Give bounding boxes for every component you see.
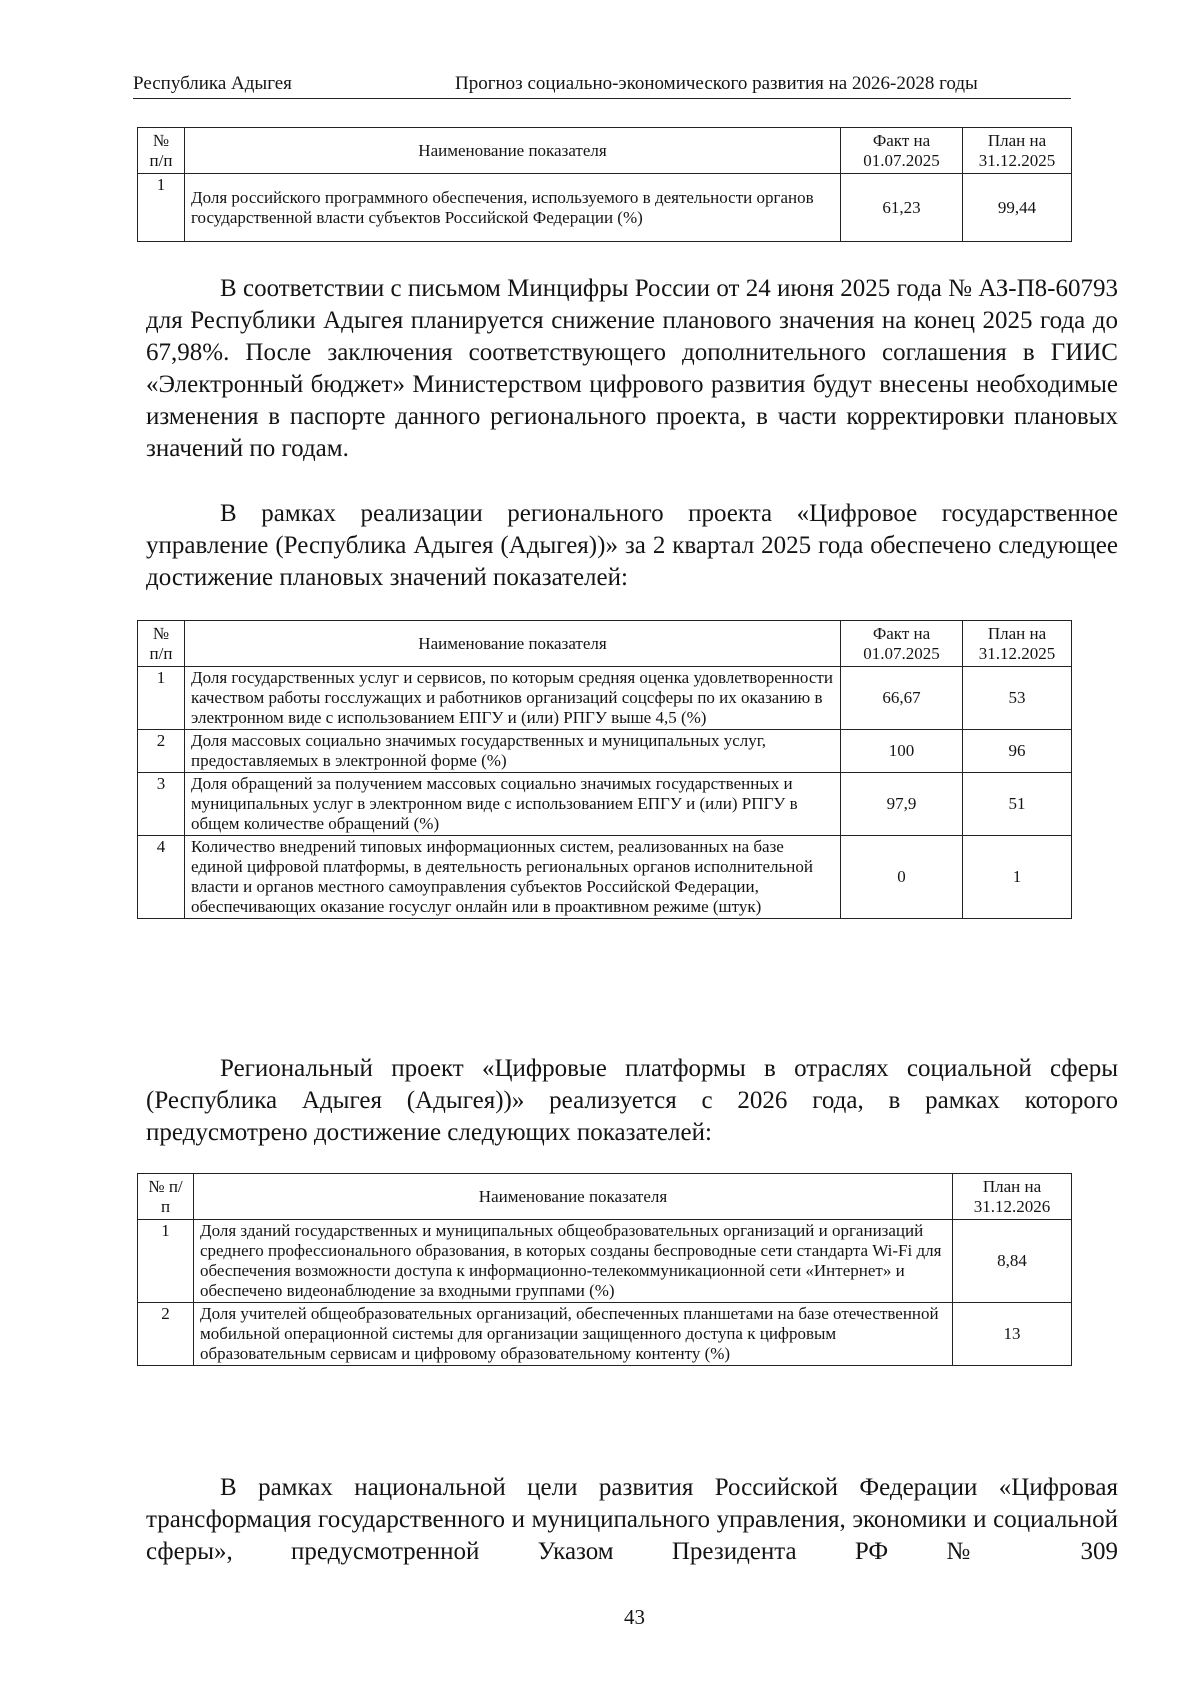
table-header-row xyxy=(138,1174,1072,1220)
row-num: 1 xyxy=(138,174,185,242)
row-name: Доля зданий государственных и муниципальных общеобразовательных организаций и организаций среднего профессионального образования, в которых созданы беспроводные сети стандарта Wi-Fi для обеспечения возможности доступа к информационно-телекоммуникационной сети «Интернет» и обеспечено видеонаблюдение за входными группами (%) xyxy=(194,1220,953,1303)
row-num: 2 xyxy=(138,1303,194,1366)
table-row xyxy=(138,174,1072,242)
row-fact: 61,23 xyxy=(841,174,963,242)
row-name: Доля российского программного обеспечения, используемого в деятельности органов государственной власти субъектов Российской Федерации (%) xyxy=(185,174,841,242)
row-num: 3 xyxy=(138,773,185,836)
header-num: № п/п xyxy=(138,1174,194,1220)
header-num: № п/п xyxy=(138,128,185,174)
header-region: Республика Адыгея xyxy=(133,73,292,94)
row-plan: 8,84 xyxy=(953,1220,1072,1303)
page-header xyxy=(133,70,1071,99)
table-row xyxy=(138,773,1072,836)
header-plan: План на 31.12.2025 xyxy=(963,128,1072,174)
table-header-row xyxy=(138,128,1072,174)
table-indicators-governance xyxy=(137,620,1072,919)
row-name: Доля массовых социально значимых государственных и муниципальных услуг, предоставляемых в электронной форме (%) xyxy=(185,730,841,773)
row-name: Доля учителей общеобразовательных организаций, обеспеченных планшетами на базе отечественной мобильной операционной системы для организации защищенного доступа к цифровым образовательным сервисам и цифровому образовательному контенту (%) xyxy=(194,1303,953,1366)
row-fact: 66,67 xyxy=(841,667,963,730)
row-name: Количество внедрений типовых информационных систем, реализованных на базе единой цифровой платформы, в деятельность региональных органов исполнительной власти и органов местного самоуправления субъектов Российской Федерации, обеспечивающих оказание госуслуг онлайн или в проактивном режиме (штук) xyxy=(185,836,841,919)
table-row xyxy=(138,836,1072,919)
row-plan: 99,44 xyxy=(963,174,1072,242)
header-name: Наименование показателя xyxy=(185,621,841,667)
row-plan: 53 xyxy=(963,667,1072,730)
row-name: Доля обращений за получением массовых социально значимых государственных и муниципальных услуг в электронном виде с использованием ЕПГУ и (или) РПГУ в общем количестве обращений (%) xyxy=(185,773,841,836)
table-row xyxy=(138,1303,1072,1366)
row-plan: 51 xyxy=(963,773,1072,836)
table-row xyxy=(138,730,1072,773)
row-plan: 1 xyxy=(963,836,1072,919)
paragraph-national-goal: В рамках национальной цели развития Российской Федерации «Цифровая трансформация государственного и муниципального управления, экономики и социальной сферы», предусмотренной Указом Президента РФ № 309 xyxy=(146,1474,1118,1565)
header-fact: Факт на 01.07.2025 xyxy=(841,128,963,174)
row-num: 1 xyxy=(138,1220,194,1303)
table-indicators-social xyxy=(137,1173,1072,1366)
header-name: Наименование показателя xyxy=(194,1174,953,1220)
row-plan: 13 xyxy=(953,1303,1072,1366)
row-fact: 97,9 xyxy=(841,773,963,836)
row-name: Доля государственных услуг и сервисов, по которым средняя оценка удовлетворенности качеством работы госслужащих и работников организаций соцсферы по их оказанию в электронном виде с использованием ЕПГУ и (или) РПГУ выше 4,5 (%) xyxy=(185,667,841,730)
row-plan: 96 xyxy=(963,730,1072,773)
row-fact: 100 xyxy=(841,730,963,773)
table-header-row xyxy=(138,621,1072,667)
row-num: 2 xyxy=(138,730,185,773)
header-title: Прогноз социально-экономического развития на 2026-2028 годы xyxy=(455,73,978,94)
table-row xyxy=(138,667,1072,730)
header-fact: Факт на 01.07.2025 xyxy=(841,621,963,667)
page-number: 43 xyxy=(624,1605,645,1629)
table-indicators-software xyxy=(137,127,1072,242)
row-num: 4 xyxy=(138,836,185,919)
row-fact: 0 xyxy=(841,836,963,919)
row-num: 1 xyxy=(138,667,185,730)
paragraph-digital-governance: В рамках реализации регионального проекта «Цифровое государственное управление (Республика Адыгея (Адыгея))» за 2 квартал 2025 года обеспечено следующее достижение плановых значений показателей: xyxy=(146,500,1118,591)
header-plan: План на 31.12.2025 xyxy=(963,621,1072,667)
header-num: № п/п xyxy=(138,621,185,667)
paragraph-social-platforms: Региональный проект «Цифровые платформы в отраслях социальной сферы (Республика Адыгея (Адыгея))» реализуется с 2026 года, в рамках которого предусмотрено достижение следующих показателей: xyxy=(146,1055,1118,1146)
table-row xyxy=(138,1220,1072,1303)
header-name: Наименование показателя xyxy=(185,128,841,174)
header-plan: План на 31.12.2026 xyxy=(953,1174,1072,1220)
paragraph-minfin-letter: В соответствии с письмом Минцифры России от 24 июня 2025 года № АЗ-П8-60793 для Республики Адыгея планируется снижение планового значения на конец 2025 года до 67,98%. После заключения соответствующего дополнительного соглашения в ГИИС «Электронный бюджет» Министерством цифрового развития будут внесены необходимые изменения в паспорте данного регионального проекта, в части корректировки плановых значений по годам. xyxy=(146,275,1118,462)
